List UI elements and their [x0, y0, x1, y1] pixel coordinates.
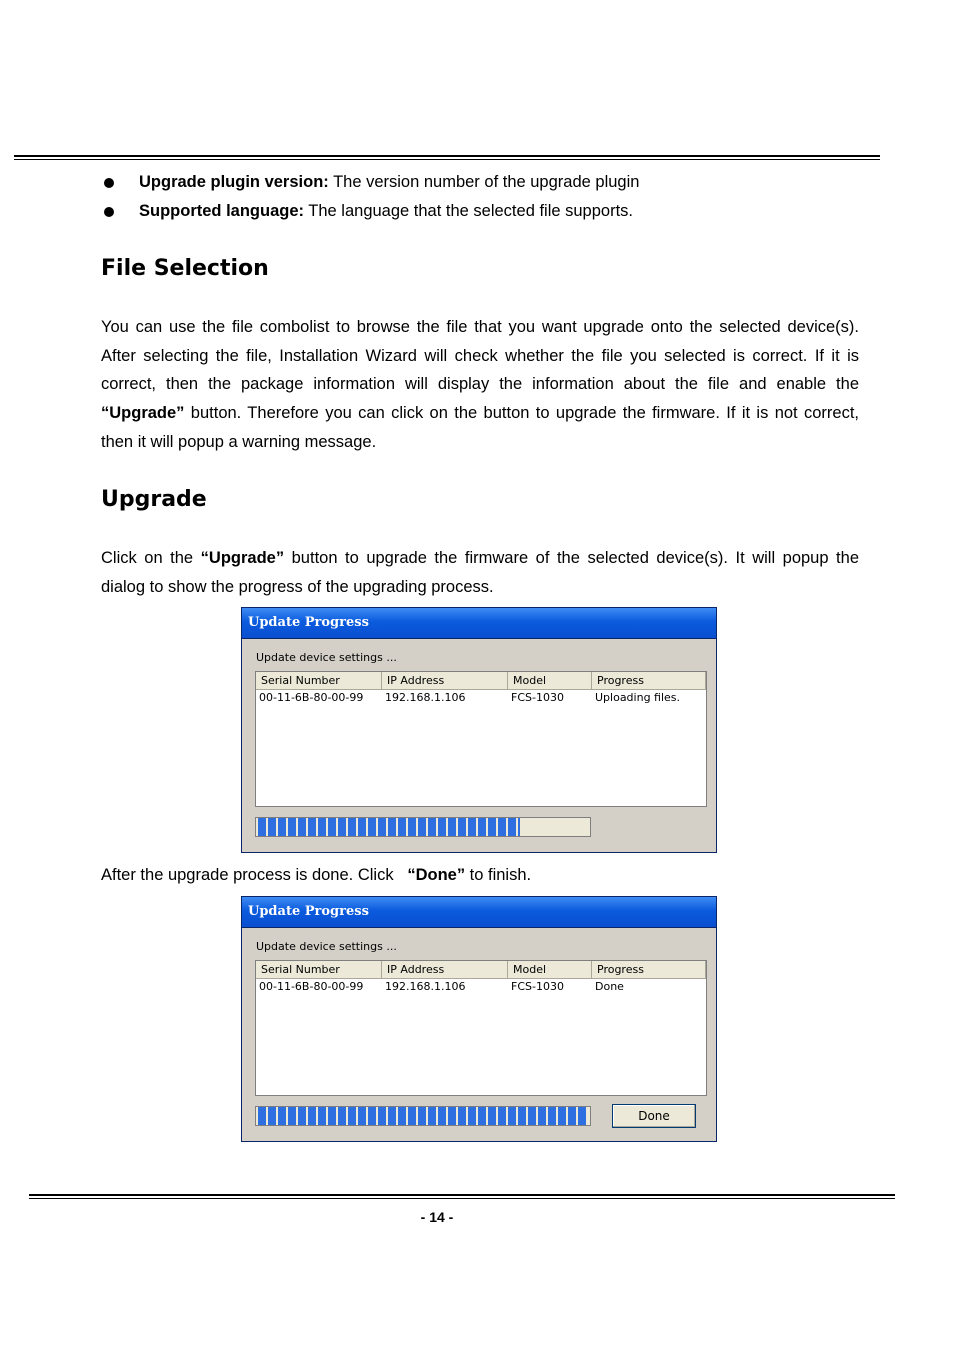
- bullet-item: Upgrade plugin version: The version number of the upgrade plugin: [100, 168, 880, 197]
- update-progress-dialog-done: [241, 896, 717, 1142]
- file-selection-paragraph: You can use the file combolist to browse the file that you want upgrade onto the selected device(s). After selecting the file, Installation Wizard will check whether the file you selected is correct. If it is correct, then the package information will display the information about the file and enable the “Upgrade” button. Therefore you can click on the button to upgrade the firmware. If it is not correct, then it will popup a warning message.: [101, 318, 859, 451]
- bullet-item: Supported language: The language that the selected file supports.: [100, 197, 880, 226]
- progress-fill: [256, 818, 520, 836]
- page-number: - 14 -: [420, 1209, 454, 1225]
- status-text: Update device settings ...: [256, 940, 397, 953]
- upgrade-paragraph: Click on the “Upgrade” button to upgrade the firmware of the selected device(s). It will popup the dialog to show the progress of the upgrading process.: [101, 549, 859, 596]
- dialog-title: Update Progress: [242, 897, 716, 928]
- device-list[interactable]: [255, 671, 707, 807]
- bullet-dot-icon: [104, 178, 114, 188]
- status-text: Update device settings ...: [256, 651, 397, 664]
- cell-serial-number: 00-11-6B-80-00-99: [259, 980, 364, 993]
- device-list[interactable]: [255, 960, 707, 1096]
- cell-progress: Done: [595, 980, 624, 993]
- progress-fill: [256, 1107, 587, 1125]
- bullet-list: [100, 168, 880, 226]
- cell-model: FCS-1030: [511, 691, 564, 704]
- done-button[interactable]: Done: [612, 1104, 696, 1128]
- dialog-title: Update Progress: [242, 608, 716, 639]
- update-progress-dialog-uploading: [241, 607, 717, 853]
- cell-ip-address: 192.168.1.106: [385, 691, 466, 704]
- done-caption: After the upgrade process is done. Click “Done” to finish.: [101, 866, 532, 884]
- cell-progress: Uploading files.: [595, 691, 681, 704]
- upgrade-heading: Upgrade: [101, 487, 207, 512]
- cell-ip-address: 192.168.1.106: [385, 980, 466, 993]
- column-serial-number[interactable]: Serial Number: [256, 961, 382, 978]
- table-row[interactable]: [256, 979, 706, 995]
- file-selection-heading: File Selection: [101, 256, 269, 281]
- upload-progress-bar: [255, 1106, 591, 1126]
- column-progress[interactable]: Progress: [592, 672, 706, 689]
- cell-model: FCS-1030: [511, 980, 564, 993]
- column-serial-number[interactable]: Serial Number: [256, 672, 382, 689]
- column-ip-address[interactable]: IP Address: [382, 961, 508, 978]
- list-header: [256, 961, 706, 979]
- column-model[interactable]: Model: [508, 961, 592, 978]
- footer-rule: [29, 1194, 895, 1196]
- column-progress[interactable]: Progress: [592, 961, 706, 978]
- list-header: [256, 672, 706, 690]
- table-row[interactable]: [256, 690, 706, 706]
- cell-serial-number: 00-11-6B-80-00-99: [259, 691, 364, 704]
- bullet-dot-icon: [104, 207, 114, 217]
- column-model[interactable]: Model: [508, 672, 592, 689]
- header-rule: [14, 155, 880, 157]
- upload-progress-bar: [255, 817, 591, 837]
- column-ip-address[interactable]: IP Address: [382, 672, 508, 689]
